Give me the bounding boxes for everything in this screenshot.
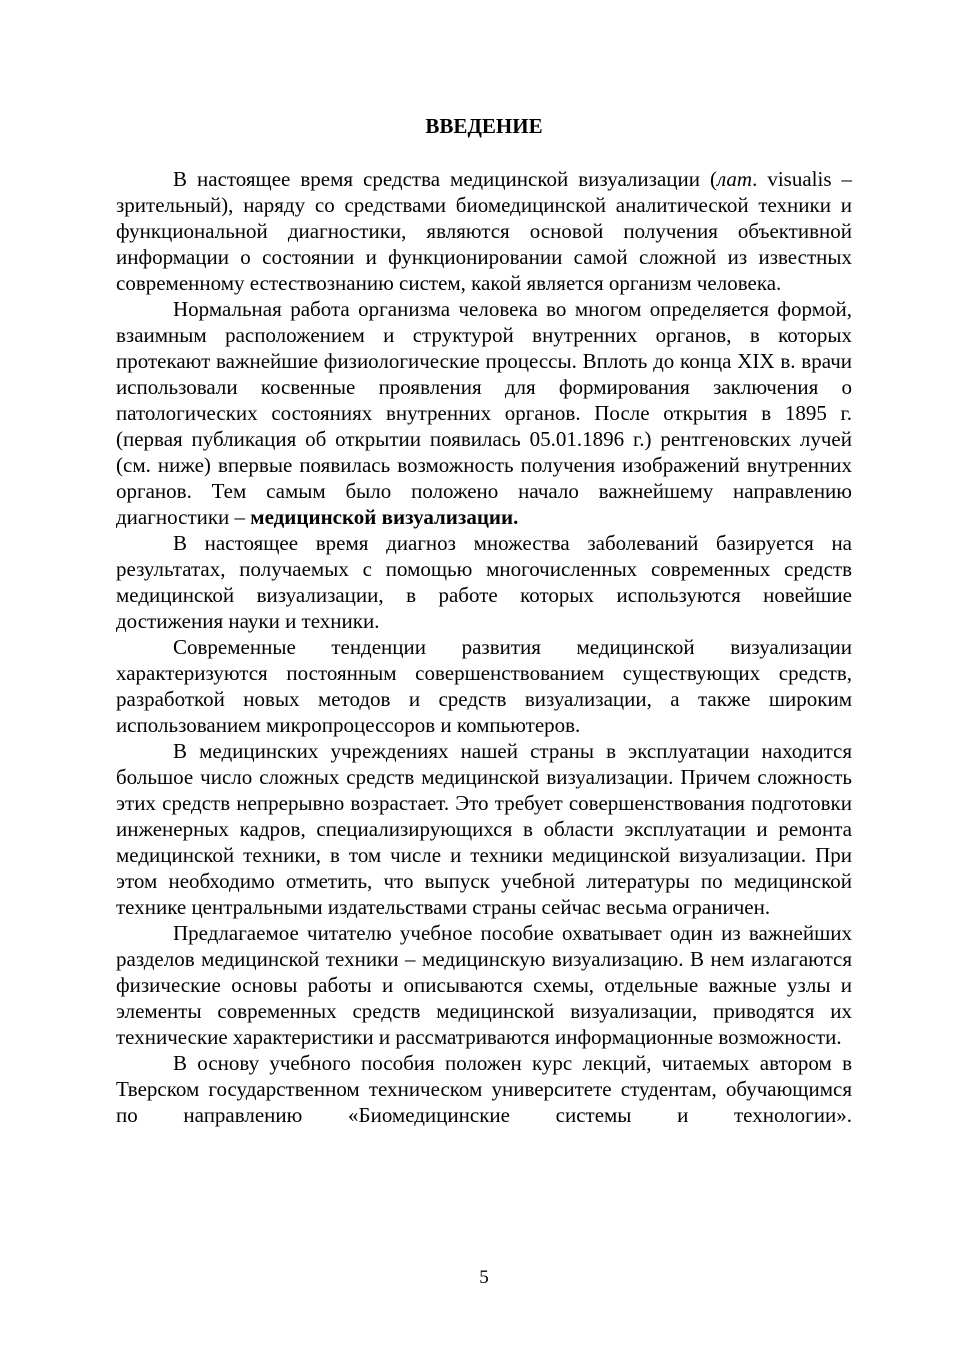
paragraph-1-text-start: В настоящее время средства медицинской визуализации ( (173, 167, 717, 191)
paragraph-2-bold-term: медицинской визуализации. (250, 505, 519, 529)
paragraph-2-text: Нормальная работа организма человека во многом определяется формой, взаимным расположением и структурой внутренних органов, в которых протекают важнейшие физиологические процессы. Вплоть до конца XIX в. врачи использовали косвенные проявления для формирования заключения о патологических состояниях внутренних органов. После открытия в 1895 г. (первая публикация об открытии появилась 05.01.1896 г.) рентгеновских лучей (см. ниже) впервые появилась возможность получения изображений внутренних органов. Тем самым было положено начало важнейшему направлению диагностики – (116, 297, 852, 529)
paragraph-4: Современные тенденции развития медицинской визуализации характеризуются постоянным совершенствованием существующих средств, разработкой новых методов и средств визуализации, а также широким использованием микропроцессоров и компьютеров. (116, 635, 852, 737)
paragraph-1 (116, 166, 852, 296)
page-title: ВВЕДЕНИЕ (425, 114, 543, 138)
paragraph-5: В медицинских учреждениях нашей страны в эксплуатации находится большое число сложных средств медицинской визуализации. Причем сложность этих средств непрерывно возрастает. Это требует совершенствования подготовки инженерных кадров, специализирующихся в области эксплуатации и ремонта медицинской техники, в том числе и техники медицинской визуализации. При этом необходимо отметить, что выпуск учебной литературы по медицинской технике центральными издательствами страны сейчас весьма ограничен. (116, 739, 852, 919)
paragraph-1-text-end: . visualis – зрительный), наряду со средствами биомедицинской аналитической техники и функциональной диагностики, являются основой получения объективной информации о состоянии и функционировании самой сложной из известных современному естествознанию систем, какой является организм человека. (116, 167, 852, 295)
paragraph-3: В настоящее время диагноз множества заболеваний базируется на результатах, получаемых с помощью многочисленных современных средств медицинской визуализации, в работе которых используются новейшие достижения науки и техники. (116, 531, 852, 633)
page-body (116, 113, 852, 1128)
paragraph-6: Предлагаемое читателю учебное пособие охватывает один из важнейших разделов медицинской техники – медицинскую визуализацию. В нем излагаются физические основы работы и описываются схемы, отдельные важные узлы и элементы современных средств медицинской визуализации, приводятся их технические характеристики и рассматриваются информационные возможности. (116, 921, 852, 1049)
paragraph-2 (116, 296, 852, 530)
page-number: 5 (479, 1267, 489, 1288)
paragraph-7: В основу учебного пособия положен курс лекций, читаемых автором в Тверском государственном техническом университете студентам, обучающимся по направлению «Биомедицинские системы и технологии». (116, 1051, 852, 1127)
latin-abbreviation: лат (716, 167, 753, 191)
